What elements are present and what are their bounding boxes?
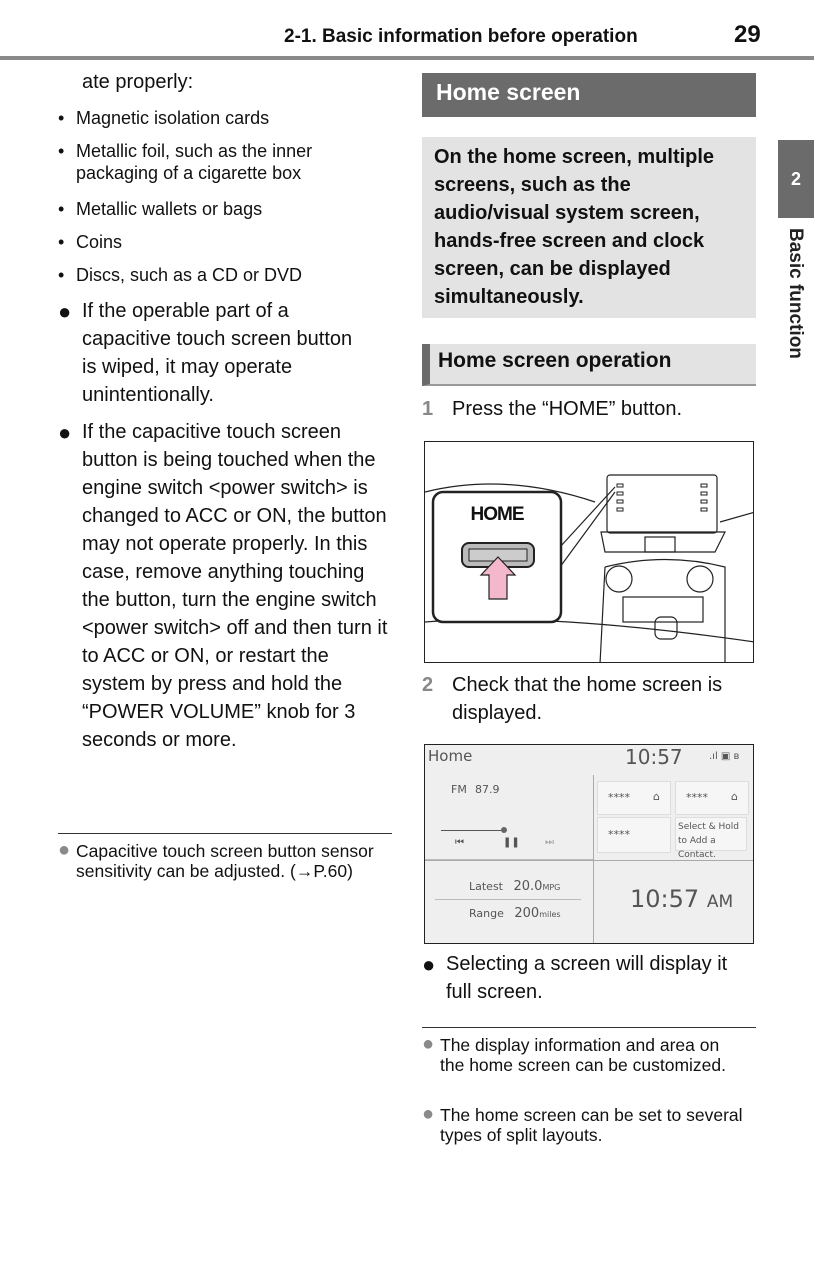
home-screen-image xyxy=(424,744,754,944)
contact-tile[interactable]: **** ⌂ xyxy=(597,781,671,815)
note: ● The home screen can be set to several types of split layouts. xyxy=(422,1103,743,1145)
divider xyxy=(593,775,594,944)
header-rule xyxy=(0,56,814,60)
section-header: 2-1. Basic information before operation xyxy=(284,26,638,47)
home-icon: ⌂ xyxy=(731,790,738,803)
next-icon[interactable]: ⏭ xyxy=(545,837,554,848)
radio-band: FM xyxy=(451,783,467,796)
hs-time: 10:57 xyxy=(625,745,683,769)
radio-frequency: 87.9 xyxy=(475,783,500,796)
summary-box: On the home screen, multiple screens, such as the audio/visual system screen, hands-free screen and clock screen, can be displayed simultaneously. xyxy=(422,137,756,318)
step-2: 2 Check that the home screen is displayed. xyxy=(422,674,723,724)
bullet-item: ● Selecting a screen will display it full screen. xyxy=(422,952,728,1003)
chapter-label xyxy=(778,228,814,368)
note-rule xyxy=(58,833,392,834)
note: ● Capacitive touch screen button sensor sensitivity can be adjusted. (→P.60) xyxy=(58,839,374,881)
divider xyxy=(425,860,754,861)
audio-widget[interactable] xyxy=(425,775,593,860)
contact-tile[interactable]: **** xyxy=(597,817,671,853)
home-button-label: HOME xyxy=(470,504,524,525)
section-title: Home screen xyxy=(422,73,756,117)
home-icon: ⌂ xyxy=(653,790,660,803)
add-contact-hint[interactable]: Select & Hold to Add a Contact. xyxy=(675,817,747,851)
chapter-label-text: Basic function xyxy=(785,228,806,359)
fuel-latest: Latest 20.0MPG xyxy=(469,879,561,894)
pause-icon[interactable]: ❚❚ xyxy=(503,837,520,848)
dashboard-drawing xyxy=(425,442,754,663)
progress-bar xyxy=(441,830,503,831)
bullet-item: ● If the capacitive touch screen button is being touched when the engine switch <power switch> is changed to ACC or ON, the button may not operate properly. In this case, remove anything touching the button, turn the engine switch <power switch> off and then turn it to ACC or ON, or restart the system by press and hold the “POWER VOLUME” knob for 3 seconds or more. xyxy=(58,420,388,751)
list-item: • Discs, such as a CD or DVD xyxy=(58,265,303,285)
page-number: 29 xyxy=(734,21,761,48)
continued-text: ate properly: xyxy=(82,71,194,93)
status-icons: .ıl ▣ ʙ xyxy=(709,751,740,762)
chapter-tab: 2 xyxy=(778,140,814,218)
list-item: • Metallic foil, such as the inner packaging of a cigarette box xyxy=(58,141,313,183)
bullet-item: ● If the operable part of a capacitive touch screen button is wiped, it may operate unintentionally. xyxy=(58,299,353,406)
note: ● The display information and area on the home screen can be customized. xyxy=(422,1033,726,1075)
list-item: • Magnetic isolation cards xyxy=(58,108,270,128)
list-item: • Coins xyxy=(58,232,123,252)
step-1: 1 Press the “HOME” button. xyxy=(422,398,683,420)
note-rule xyxy=(422,1027,756,1028)
contact-tile[interactable]: **** ⌂ xyxy=(675,781,749,815)
previous-icon[interactable]: ⏮ xyxy=(455,837,464,848)
subsection-title: Home screen operation xyxy=(422,344,756,386)
progress-knob xyxy=(501,827,507,833)
hs-title: Home xyxy=(428,747,473,765)
dashboard-illustration xyxy=(424,441,754,663)
fuel-range: Range 200miles xyxy=(469,906,561,921)
clock-widget[interactable]: 10:57 AM xyxy=(630,885,734,913)
divider xyxy=(435,899,581,900)
list-item: • Metallic wallets or bags xyxy=(58,199,263,219)
